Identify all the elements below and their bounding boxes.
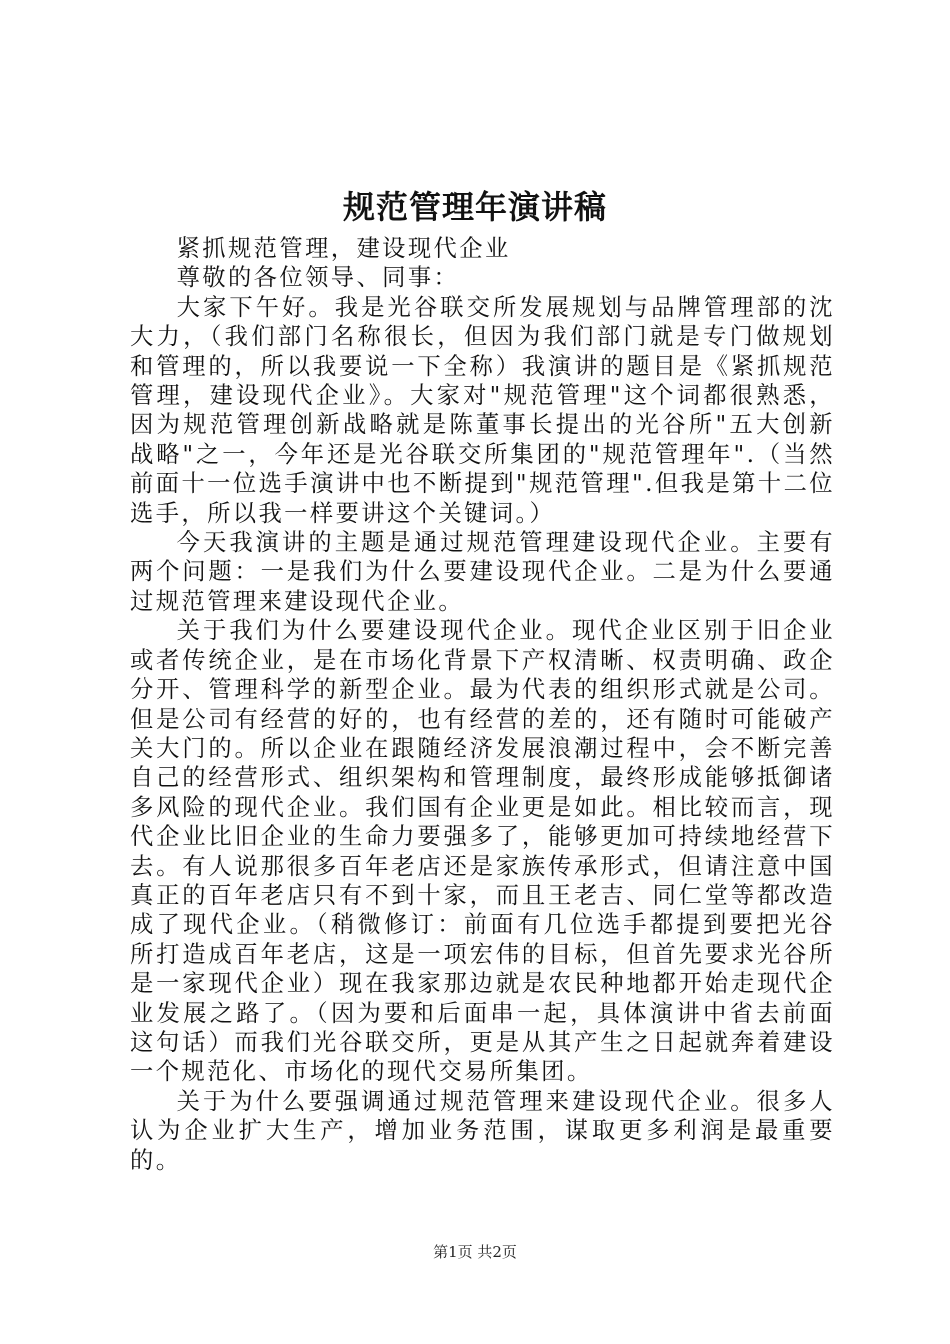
document-body <box>130 234 835 1175</box>
page-footer: 第1页 共2页 <box>433 1243 517 1261</box>
salutation-paragraph: 尊敬的各位领导、同事： <box>176 264 460 292</box>
body-paragraph: 今天我演讲的主题是通过规范管理建设现代企业。主要有两个问题：一是我们为什么要建设现代企业。二是为什么要通过规范管理来建设现代企业。 <box>130 529 835 615</box>
body-paragraph: 大家下午好。我是光谷联交所发展规划与品牌管理部的沈大力，（我们部门名称很长，但因为我们部门就是专门做规划和管理的，所以我要说一下全称）我演讲的题目是《紧抓规范管理，建设现代企业》。大家对"规范管理"这个词都很熟悉，因为规范管理创新战略就是陈董事长提出的光谷所"五大创新战略"之一，今年还是光谷联交所集团的"规范管理年".（当然前面十一位选手演讲中也不断提到"规范管理".但我是第十二位选手，所以我一样要讲这个关键词。） <box>130 293 835 527</box>
document-title: 规范管理年演讲稿 <box>342 188 607 226</box>
subtitle-paragraph: 紧抓规范管理，建设现代企业 <box>176 235 511 262</box>
body-paragraph: 关于我们为什么要建设现代企业。现代企业区别于旧企业或者传统企业，是在市场化背景下产权清晰、权责明确、政企分开、管理科学的新型企业。最为代表的组织形式就是公司。但是公司有经营的好的，也有经营的差的，还有随时可能破产关大门的。所以企业在跟随经济发展浪潮过程中，会不断完善自己的经营形式、组织架构和管理制度，最终形成能够抵御诸多风险的现代企业。我们国有企业更是如此。相比较而言，现代企业比旧企业的生命力要强多了，能够更加可持续地经营下去。有人说那很多百年老店还是家族传承形式，但请注意中国真正的百年老店只有不到十家，而且王老吉、同仁堂等都改造成了现代企业。（稍微修订：前面有几位选手都提到要把光谷所打造成百年老店，这是一项宏伟的目标，但首先要求光谷所是一家现代企业）现在我家那边就是农民种地都开始走现代企业发展之路了。（因为要和后面串一起，具体演讲中省去前面这句话）而我们光谷联交所，更是从其产生之日起就奔着建设一个规范化、市场化的现代交易所集团。 <box>130 617 835 1086</box>
body-paragraph: 关于为什么要强调通过规范管理来建设现代企业。很多人认为企业扩大生产，增加业务范围，谋取更多利润是最重要的。 <box>130 1087 835 1174</box>
